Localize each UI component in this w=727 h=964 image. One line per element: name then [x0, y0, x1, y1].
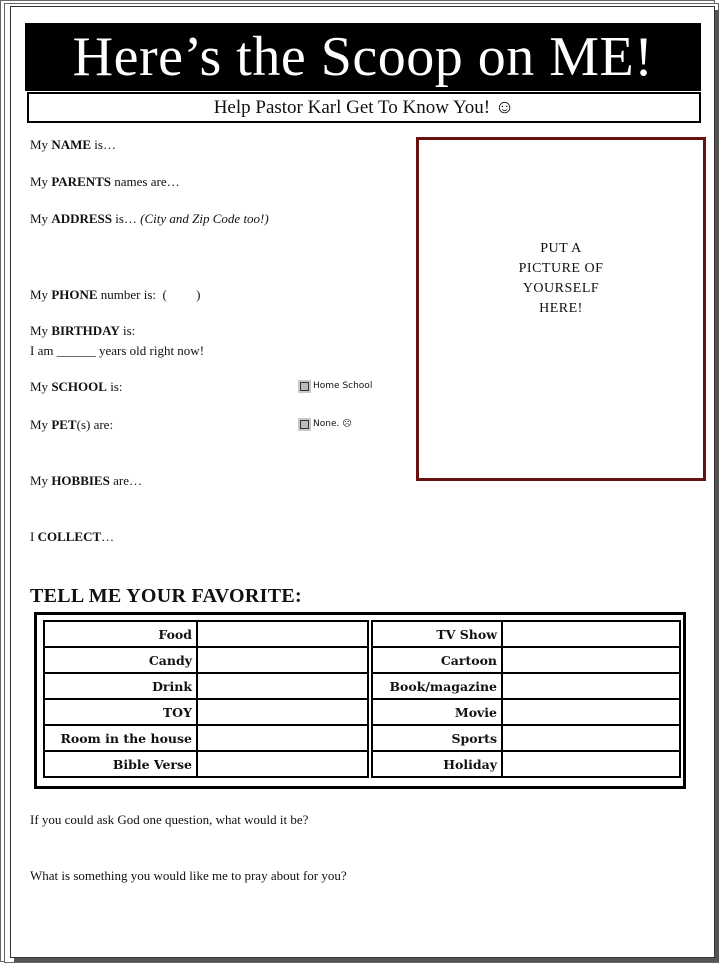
birthday-prompt: My BIRTHDAY is:: [30, 323, 136, 338]
favorite-label: TOY: [44, 699, 197, 725]
favorite-label: Sports: [372, 725, 502, 751]
picture-line: YOURSELF: [522, 281, 600, 296]
collect-prompt: I COLLECT…: [30, 529, 115, 544]
favorite-label: Food: [44, 621, 197, 647]
parents-prompt: My PARENTS names are…: [30, 174, 180, 189]
favorite-label: Bible Verse: [44, 751, 197, 777]
no-pets-checkbox[interactable]: [300, 420, 309, 429]
favorite-answer-cell[interactable]: [197, 673, 368, 699]
picture-line: HERE!: [539, 301, 583, 316]
school-prompt: My SCHOOL is:: [30, 379, 123, 394]
god-question-prompt: If you could ask God one question, what would it be?: [30, 812, 309, 827]
favorites-left-table: [43, 620, 369, 778]
table-row: [44, 725, 368, 751]
picture-line: PICTURE OF: [518, 261, 604, 276]
favorite-label: Holiday: [372, 751, 502, 777]
table-row: [372, 699, 680, 725]
address-prompt: My ADDRESS is… (City and Zip Code too!): [30, 211, 269, 226]
favorite-answer-cell[interactable]: [502, 725, 680, 751]
table-row: [44, 673, 368, 699]
favorite-answer-cell[interactable]: [502, 647, 680, 673]
table-row: [372, 725, 680, 751]
phone-prompt: My PHONE number is: ( ): [30, 287, 201, 302]
favorite-label: Movie: [372, 699, 502, 725]
favorite-label: Drink: [44, 673, 197, 699]
table-row: [372, 751, 680, 777]
picture-line: PUT A: [540, 241, 582, 256]
favorite-label: Book/magazine: [372, 673, 502, 699]
favorite-answer-cell[interactable]: [197, 751, 368, 777]
prayer-request-prompt: What is something you would like me to pray about for you?: [30, 868, 347, 883]
favorite-answer-cell[interactable]: [197, 699, 368, 725]
no-pets-label: None. ☹: [313, 419, 352, 429]
page-title: Here’s the Scoop on ME!: [25, 23, 701, 91]
table-row: [44, 621, 368, 647]
favorite-answer-cell[interactable]: [502, 699, 680, 725]
table-row: [44, 647, 368, 673]
page-subtitle: Help Pastor Karl Get To Know You! ☺: [27, 92, 701, 123]
name-prompt: My NAME is…: [30, 137, 116, 152]
table-row: [372, 621, 680, 647]
favorite-answer-cell[interactable]: [197, 725, 368, 751]
document-page: [10, 6, 715, 958]
favorite-answer-cell[interactable]: [197, 621, 368, 647]
favorite-label: Cartoon: [372, 647, 502, 673]
home-school-option[interactable]: [300, 381, 372, 391]
table-row: [44, 751, 368, 777]
table-row: [372, 673, 680, 699]
favorite-label: Room in the house: [44, 725, 197, 751]
favorite-answer-cell[interactable]: [197, 647, 368, 673]
no-pets-option[interactable]: [300, 419, 352, 429]
favorite-answer-cell[interactable]: [502, 751, 680, 777]
age-prompt: I am ______ years old right now!: [30, 343, 205, 358]
favorite-label: Candy: [44, 647, 197, 673]
home-school-checkbox[interactable]: [300, 382, 309, 391]
pets-prompt: My PET(s) are:: [30, 417, 114, 432]
table-row: [372, 647, 680, 673]
favorites-heading: TELL ME YOUR FAVORITE:: [30, 585, 302, 607]
picture-box: [416, 137, 706, 481]
picture-instructions: [519, 239, 604, 319]
favorites-right-table: [371, 620, 681, 778]
favorites-table: [34, 612, 686, 789]
home-school-label: Home School: [313, 381, 373, 391]
hobbies-prompt: My HOBBIES are…: [30, 473, 142, 488]
favorite-label: TV Show: [372, 621, 502, 647]
table-row: [44, 699, 368, 725]
favorite-answer-cell[interactable]: [502, 673, 680, 699]
favorite-answer-cell[interactable]: [502, 621, 680, 647]
